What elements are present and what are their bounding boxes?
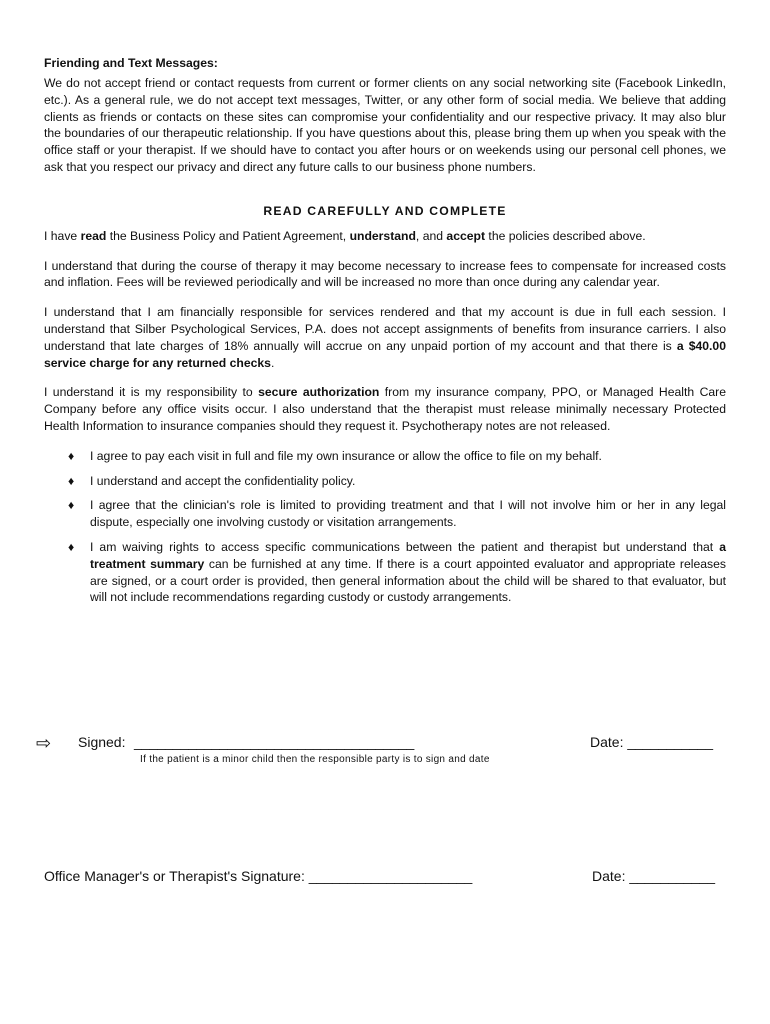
diamond-bullet-icon: ♦ [68, 498, 75, 513]
authorization-text: from my insurance company, PPO, or Managed Health Care Company before any office visits occur. I also understand that the therapist must release minimally necessary Protected Health Information to insurance companies should they request it. Psychotherapy notes are not released. [44, 385, 726, 433]
manager-signature-label [44, 868, 472, 884]
manager-date [592, 868, 715, 884]
bullet-text: I am waiving rights to access specific communications between the patient and therapist but understand that [90, 539, 720, 554]
fees-paragraph: I understand that during the course of therapy it may become necessary to increase fees to compensate for increased costs and inflation. Fees will be reviewed periodically and will be increased no more than once during any calendar year. [44, 258, 726, 290]
agreement-text: , and [415, 228, 447, 243]
treatment-summary-bold: a treatment summary [90, 539, 726, 571]
right-arrow-icon: ⇨ [36, 733, 52, 753]
manager-signature-field[interactable]: _____________________ [308, 868, 473, 884]
authorization-paragraph [44, 384, 726, 434]
bullet-item-waiving-rights [68, 539, 726, 606]
signed-label: Signed: [78, 734, 126, 750]
signature-date [590, 734, 713, 750]
bullet-text: I agree that the clinician's role is limited to providing treatment and that I will not involve him or her in any legal dispute, especially one involving custody or visitation arrangements. [90, 498, 726, 530]
returned-check-charge: a $40.00 service charge for any returned checks [44, 338, 726, 370]
agreement-bullets [44, 448, 726, 606]
friending-title: Friending and Text Messages: [44, 56, 218, 70]
date-field[interactable]: ___________ [627, 734, 714, 750]
agreement-text: I have [44, 228, 81, 243]
authorization-text: I understand it is my responsibility to [44, 385, 259, 400]
signature-field[interactable]: ____________________________________ [134, 734, 415, 750]
financial-text: I understand that I am financially responsible for services rendered and that my account is due in full each session. I understand that Silber Psychological Services, P.A. does not accept assignments of benefits from insurance carriers. I also understand that late charges of 18% annually will accrue on any unpaid portion of my account and that there is [44, 305, 726, 353]
date-label: Date: [592, 868, 626, 884]
agreement-paragraph [44, 228, 726, 245]
date-label: Date: [590, 734, 624, 750]
bullet-item-payment [68, 448, 726, 465]
agreement-understand-bold: understand [349, 228, 416, 243]
diamond-bullet-icon: ♦ [68, 448, 75, 463]
minor-signature-note: If the patient is a minor child then the responsible party is to sign and date [140, 754, 490, 765]
bullet-item-confidentiality [68, 473, 726, 490]
diamond-bullet-icon: ♦ [68, 539, 75, 554]
manager-label-text: Office Manager's or Therapist's Signature: [44, 868, 305, 884]
friending-paragraph: We do not accept friend or contact requests from current or former clients on any social networking site (Facebook LinkedIn, etc.). As a general rule, we do not accept text messages, Twitter, or any other form of social media. We believe that adding clients as friends or contacts on these sites can compromise your confidentiality and our respective privacy. It may also blur the boundaries of our therapeutic relationship. If you have questions about this, please bring them up when you speak with the office staff or your therapist. If we should have to contact you after hours or on weekends using our personal cell phones, we ask that you respect our privacy and direct any future calls to our business phone numbers. [44, 76, 726, 174]
financial-end: . [270, 355, 275, 370]
agreement-read-bold: read [80, 228, 107, 243]
agreement-accept-bold: accept [446, 228, 486, 243]
agreement-text: the Business Policy and Patient Agreement, [106, 228, 350, 243]
manager-date-field[interactable]: ___________ [629, 868, 716, 884]
read-carefully-title: READ CAREFULLY AND COMPLETE [263, 203, 507, 218]
document-body [44, 56, 726, 614]
secure-authorization-bold: secure authorization [258, 385, 380, 400]
bullet-text: can be furnished at any time. If there is a court appointed evaluator and appropriate releases are signed, or a court order is provided, then general information about the child will be shared to that evaluator, but will not include recommendations regarding custody or custody arrangements. [90, 556, 726, 605]
financial-paragraph [44, 304, 726, 371]
agreement-text: the policies described above. [485, 228, 646, 243]
bullet-text: I agree to pay each visit in full and file my own insurance or allow the office to file on my behalf. [90, 448, 602, 463]
bullet-text: I understand and accept the confidentiality policy. [90, 473, 356, 488]
bullet-item-clinician-role [68, 497, 726, 531]
diamond-bullet-icon: ♦ [68, 473, 75, 488]
